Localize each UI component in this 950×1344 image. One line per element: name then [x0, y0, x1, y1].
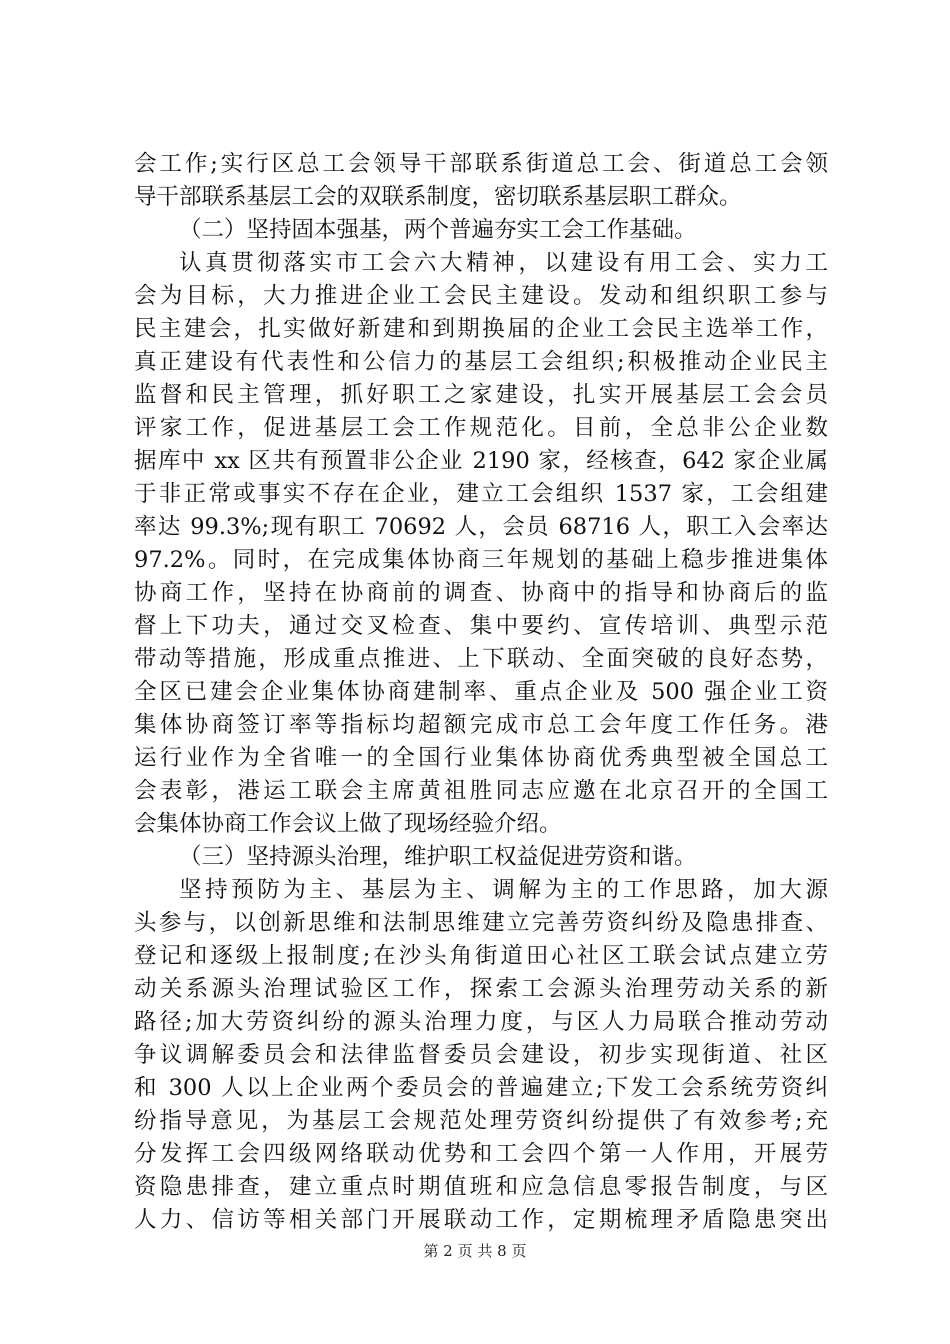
text-line: 于非正常或事实不存在企业，建立工会组织 1537 家，工会组建 — [134, 481, 828, 507]
text-line: 会工作;实行区总工会领导干部联系街道总工会、街道总工会领 — [134, 151, 828, 177]
text-line: 集体协商签订率等指标均超额完成市总工会年度工作任务。港 — [134, 712, 828, 738]
text-line: 督上下功夫，通过交叉检查、集中要约、宣传培训、典型示范 — [134, 613, 828, 639]
text-line: （二）坚持固本强基，两个普遍夯实工会工作基础。 — [179, 217, 697, 243]
text-line: 真正建设有代表性和公信力的基层工会组织;积极推动企业民主 — [134, 349, 828, 375]
text-line: 人力、信访等相关部门开展联动工作，定期梳理矛盾隐患突出 — [134, 1207, 828, 1233]
text-line: 资隐患排查，建立重点时期值班和应急信息零报告制度，与区 — [134, 1174, 828, 1200]
page-footer: 第 2 页 共 8 页 — [423, 1242, 527, 1260]
text-line: 监督和民主管理，抓好职工之家建设，扎实开展基层工会会员 — [134, 382, 828, 408]
text-line: 路径;加大劳资纠纷的源头治理力度，与区人力局联合推动劳动 — [134, 1009, 828, 1035]
text-line: 运行业作为全省唯一的全国行业集体协商优秀典型被全国总工 — [134, 745, 828, 771]
text-line: 评家工作，促进基层工会工作规范化。目前，全总非公企业数 — [134, 415, 828, 441]
text-line: 头参与，以创新思维和法制思维建立完善劳资纠纷及隐患排查、 — [134, 910, 828, 936]
text-line: 导干部联系基层工会的双联系制度，密切联系基层职工群众。 — [134, 184, 742, 210]
text-line: 和 300 人以上企业两个委员会的普遍建立;下发工会系统劳资纠 — [134, 1075, 828, 1101]
text-line: 认真贯彻落实市工会六大精神，以建设有用工会、实力工 — [179, 250, 828, 276]
text-line: 坚持预防为主、基层为主、调解为主的工作思路，加大源 — [179, 877, 828, 903]
text-line: 97.2%。同时，在完成集体协商三年规划的基础上稳步推进集体 — [134, 547, 828, 573]
text-line: 争议调解委员会和法律监督委员会建设，初步实现街道、社区 — [134, 1042, 828, 1068]
text-line: 带动等措施，形成重点推进、上下联动、全面突破的良好态势， — [134, 646, 828, 672]
text-line: 全区已建会企业集体协商建制率、重点企业及 500 强企业工资 — [134, 679, 828, 705]
text-line: 分发挥工会四级网络联动优势和工会四个第一人作用，开展劳 — [134, 1141, 828, 1167]
text-line: 会表彰，港运工联会主席黄祖胜同志应邀在北京召开的全国工 — [134, 778, 828, 804]
text-line: 据库中 xx 区共有预置非公企业 2190 家，经核查，642 家企业属 — [134, 448, 828, 474]
text-line: 协商工作，坚持在协商前的调查、协商中的指导和协商后的监 — [134, 580, 828, 606]
document-body — [134, 148, 828, 1237]
text-line: （三）坚持源头治理，维护职工权益促进劳资和谐。 — [179, 844, 697, 870]
text-line: 动关系源头治理试验区工作，探索工会源头治理劳动关系的新 — [134, 976, 828, 1002]
text-line: 率达 99.3%;现有职工 70692 人，会员 68716 人，职工入会率达 — [134, 514, 828, 540]
text-line: 会集体协商工作会议上做了现场经验介绍。 — [134, 811, 562, 837]
text-line: 会为目标，大力推进企业工会民主建设。发动和组织职工参与 — [134, 283, 828, 309]
text-line: 登记和逐级上报制度;在沙头角街道田心社区工联会试点建立劳 — [134, 943, 828, 969]
text-line: 民主建会，扎实做好新建和到期换届的企业工会民主选举工作， — [134, 316, 828, 342]
text-line: 纷指导意见，为基层工会规范处理劳资纠纷提供了有效参考;充 — [134, 1108, 828, 1134]
